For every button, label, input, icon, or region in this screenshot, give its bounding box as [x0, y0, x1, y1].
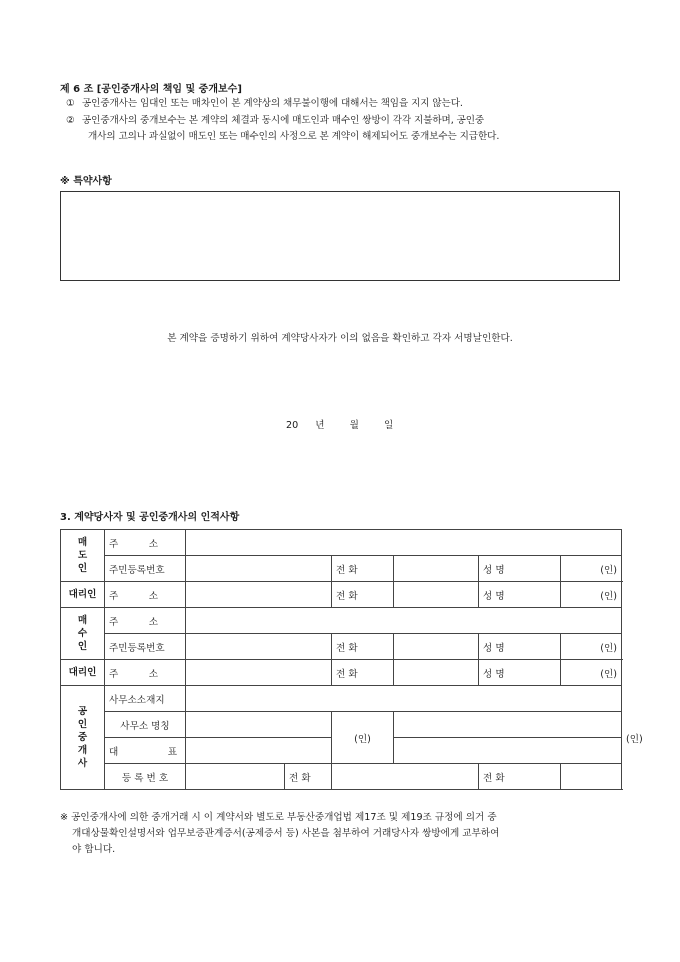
- special-terms-title: ※ 특약사항: [60, 176, 112, 187]
- contract-date: [286, 417, 393, 431]
- item2-text-line1: 공인중개사의 중개보수는 본 계약의 체결과 동시에 매도인과 매수인 쌍방이 각각 지불하며, 공인중: [82, 115, 485, 126]
- article6-item2: [66, 113, 626, 145]
- buyer-address-label: 주 소: [105, 608, 186, 634]
- seller-agent-seal[interactable]: (인): [561, 582, 622, 608]
- broker-phone2-field[interactable]: [561, 764, 622, 790]
- special-terms-box[interactable]: [60, 191, 620, 281]
- footnote: [60, 810, 626, 858]
- seller-phone-label: 전 화: [332, 556, 394, 582]
- broker-phone2-label: 전 화: [479, 764, 561, 790]
- item1-text: 공인중개사는 임대인 또는 매차인이 본 계약상의 채무불이행에 대해서는 책임을 지지 않는다.: [82, 98, 463, 109]
- buyer-agent-name-label: 성 명: [479, 660, 561, 686]
- broker-office-address-field[interactable]: [186, 686, 622, 712]
- buyer-agent-seal[interactable]: (인): [561, 660, 622, 686]
- seller-agent-address-label: 주 소: [105, 582, 186, 608]
- broker-representative-field-right[interactable]: [394, 738, 622, 764]
- item2-number: ②: [66, 115, 75, 126]
- section3-title: 3. 계약당사자 및 공인중개사의 인적사항: [60, 512, 240, 523]
- seller-seal[interactable]: (인): [561, 556, 622, 582]
- buyer-phone-field[interactable]: [394, 634, 479, 660]
- date-year-prefix: 20: [286, 420, 299, 431]
- article6-item1: [66, 96, 626, 112]
- footnote-line2: 개대상물확인설명서와 업무보증관계증서(공제증서 등) 사본을 첨부하여 거래당사자 쌍방에게 교부하여: [72, 828, 500, 839]
- broker-office-name-field-right[interactable]: [394, 712, 622, 738]
- article6-title: 제 6 조 [공인중개사의 책임 및 중개보수]: [60, 84, 242, 95]
- confirmation-statement: 본 계약을 증명하기 위하여 계약당사자가 이의 없음을 확인하고 각자 서명날인한다.: [167, 333, 513, 344]
- buyer-agent-phone-label: 전 화: [332, 660, 394, 686]
- seller-role: 매 도 인: [61, 530, 105, 582]
- item1-number: ①: [66, 98, 75, 109]
- buyer-seal[interactable]: (인): [561, 634, 622, 660]
- buyer-agent-phone-field[interactable]: [394, 660, 479, 686]
- buyer-address-field[interactable]: [186, 608, 622, 634]
- footnote-line1: ※ 공인중개사에 의한 중개거래 시 이 계약서와 별도로 부동산중개업법 제17조 및 제19조 규정에 의거 중: [60, 812, 497, 823]
- seller-agent-phone-label: 전 화: [332, 582, 394, 608]
- seller-agent-role: 대리인: [61, 582, 105, 608]
- broker-representative-field[interactable]: [186, 738, 332, 764]
- buyer-name-label: 성 명: [479, 634, 561, 660]
- seller-address-label: 주 소: [105, 530, 186, 556]
- seller-name-label: 성 명: [479, 556, 561, 582]
- broker-registration-label: 등 록 번 호: [105, 764, 186, 790]
- buyer-id-field[interactable]: [186, 634, 332, 660]
- buyer-role: 매 수 인: [61, 608, 105, 660]
- broker-registration-field[interactable]: [186, 764, 285, 790]
- broker-role: 공 인 중 개 사: [61, 686, 105, 790]
- broker-office-address-label: 사무소소재지: [105, 686, 186, 712]
- seller-id-field[interactable]: [186, 556, 332, 582]
- seller-agent-name-label: 성 명: [479, 582, 561, 608]
- broker-seal-left[interactable]: (인): [332, 712, 394, 764]
- broker-office-name-field[interactable]: [186, 712, 332, 738]
- seller-address-field[interactable]: [186, 530, 622, 556]
- buyer-id-label: 주민등록번호: [105, 634, 186, 660]
- date-month-label: 월: [349, 420, 359, 431]
- broker-phone-field[interactable]: [332, 764, 479, 790]
- seller-agent-phone-field[interactable]: [394, 582, 479, 608]
- item2-text-line2: 개사의 고의나 과실없이 매도인 또는 매수인의 사정으로 본 계약이 해제되어도 중개보수는 지급한다.: [88, 131, 500, 142]
- date-year-label: 년: [315, 420, 325, 431]
- buyer-agent-address-field[interactable]: [186, 660, 332, 686]
- buyer-agent-address-label: 주 소: [105, 660, 186, 686]
- buyer-phone-label: 전 화: [332, 634, 394, 660]
- seller-agent-address-field[interactable]: [186, 582, 332, 608]
- date-day-label: 일: [383, 420, 394, 431]
- broker-representative-label: 대 표: [105, 738, 186, 764]
- buyer-agent-role: 대리인: [61, 660, 105, 686]
- footnote-line3: 야 합니다.: [72, 844, 116, 855]
- seller-phone-field[interactable]: [394, 556, 479, 582]
- broker-phone-label: 전 화: [285, 764, 332, 790]
- seller-id-label: 주민등록번호: [105, 556, 186, 582]
- broker-office-name-label: 사무소 명칭: [105, 712, 186, 738]
- parties-table: 매 도 인 주 소 주민등록번호 전 화 성 명 (인) 대리인 주 소 전 화 성 명 (인) 매 수 인 주 소 주민등록번호 전 화 성 명 (인) 대리인 주 소 전 화 성 명 (인) 공 인 중 개 사 사무소소재지 사무소 명칭 (인) (인) 대 표 등 록 번 호 전 화 전 화: [60, 529, 622, 790]
